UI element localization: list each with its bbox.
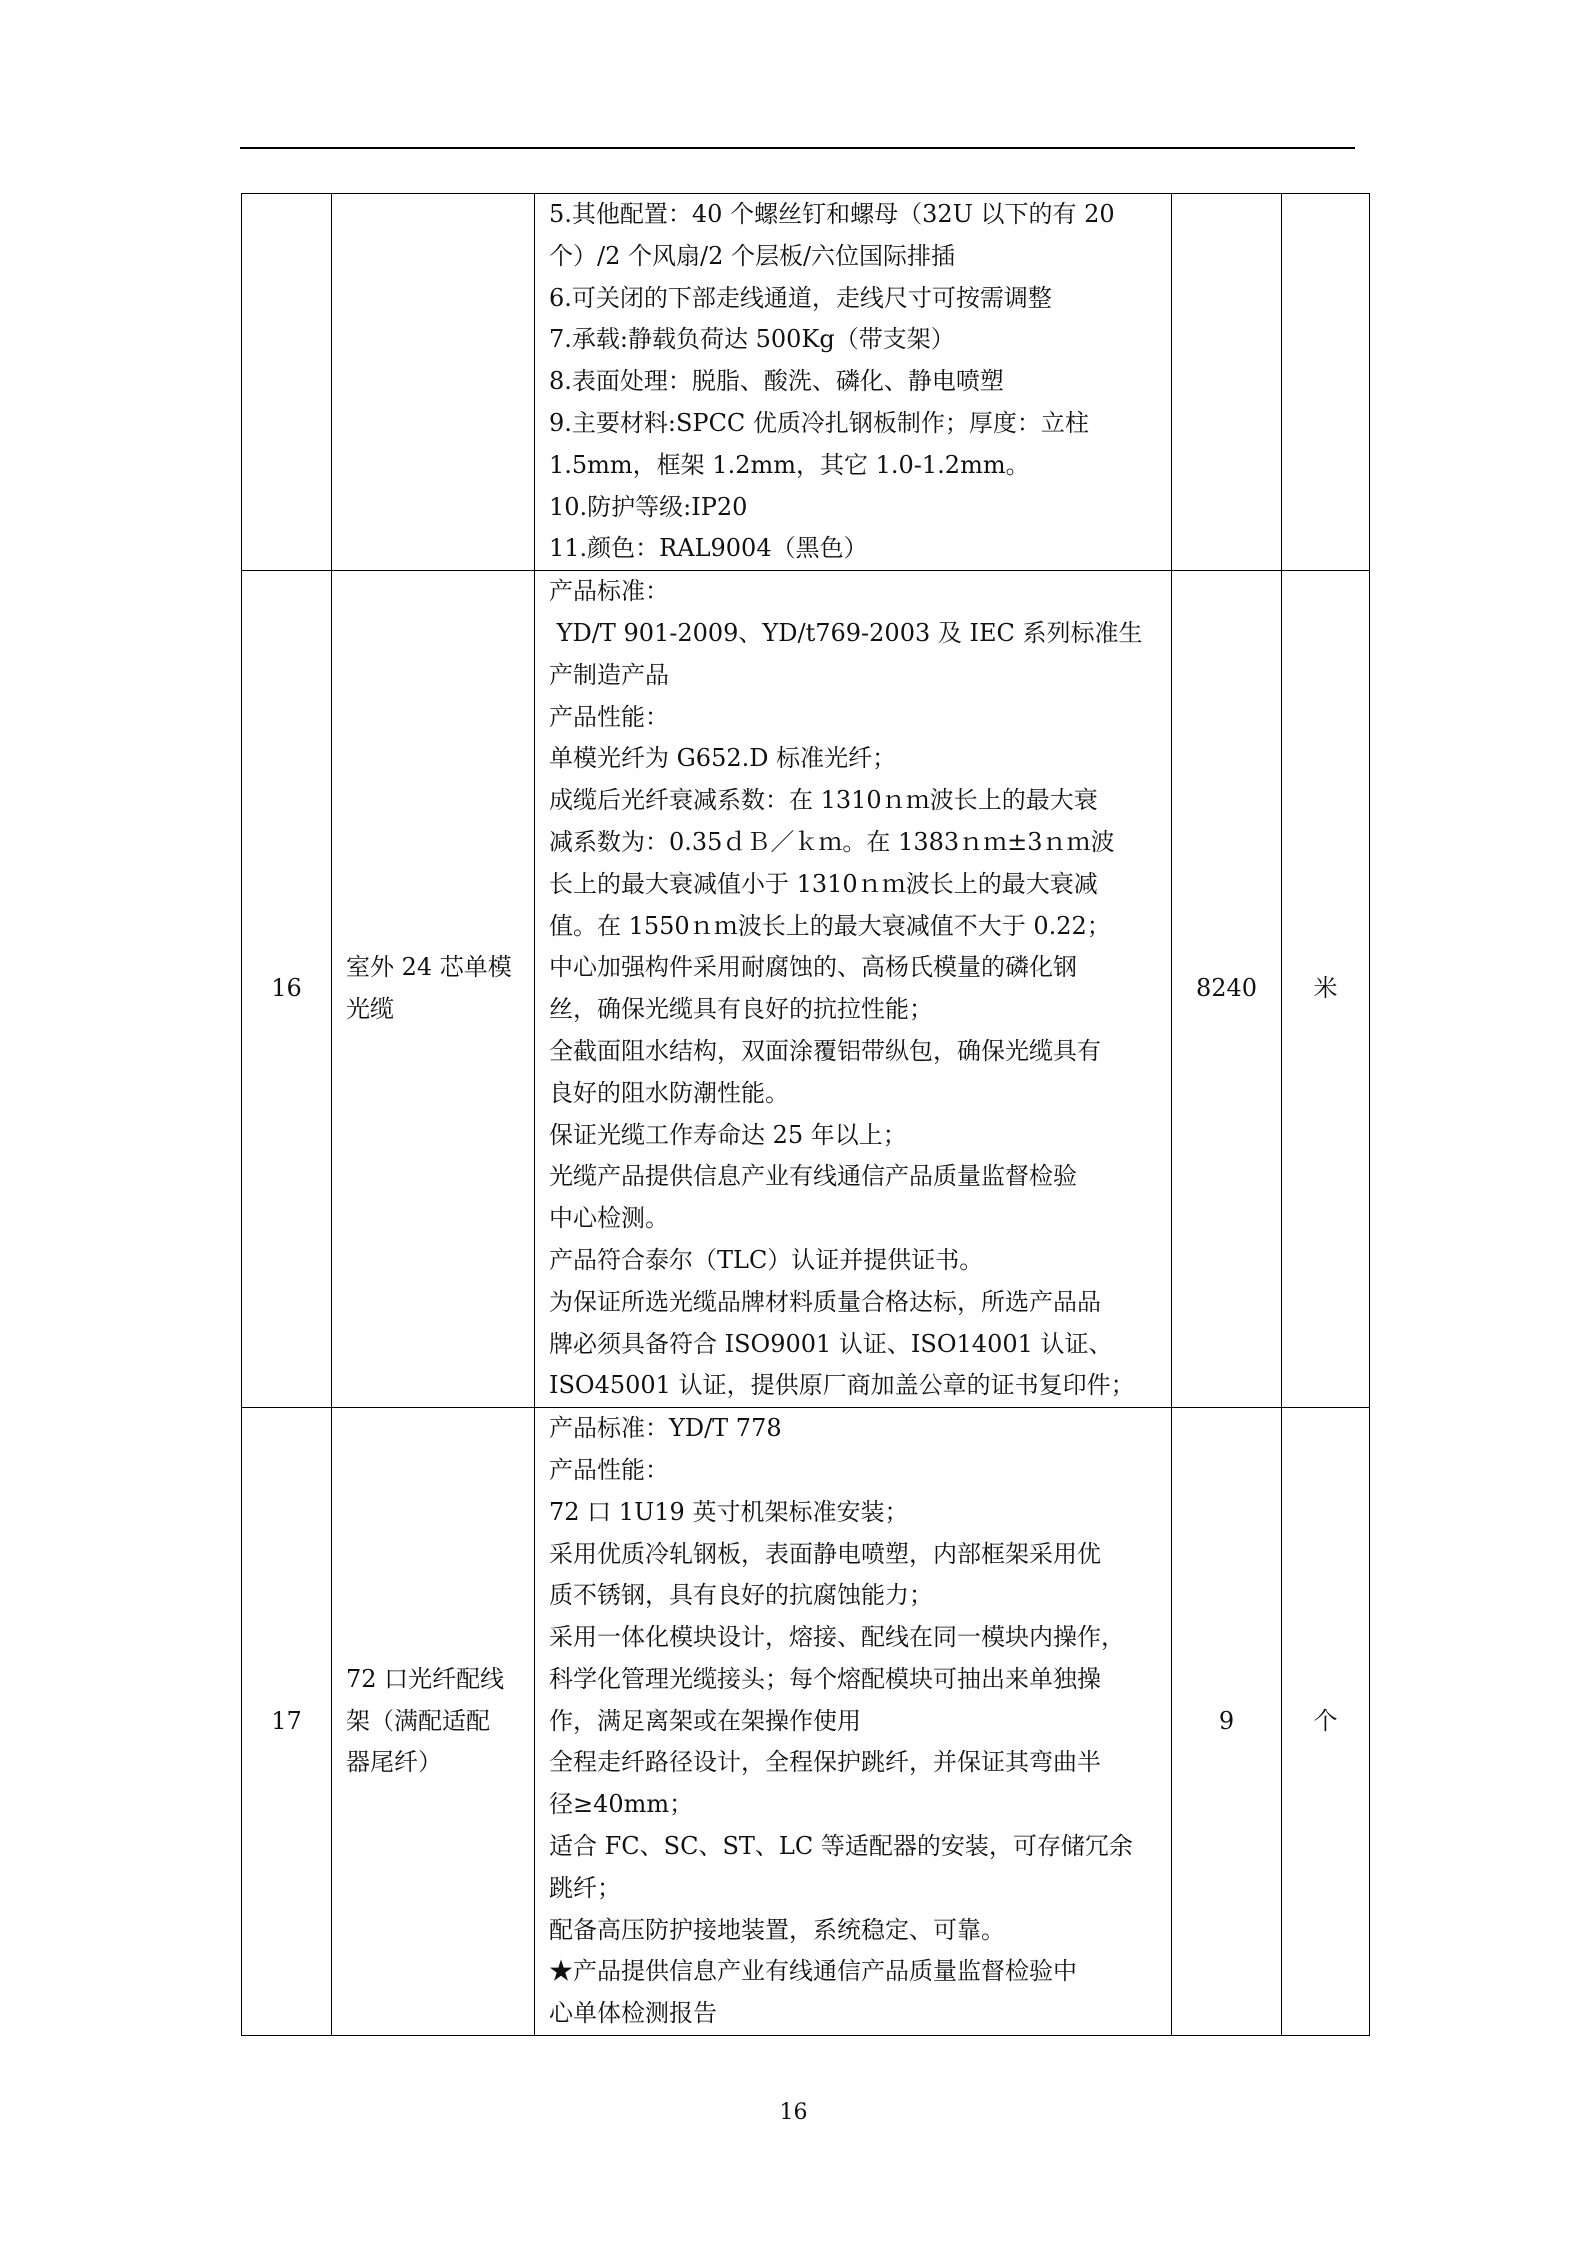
description-line: 产品性能： <box>549 702 669 731</box>
description-line: 中心加强构件采用耐腐蚀的、高杨氏模量的磷化钢 <box>549 953 1077 982</box>
table-row <box>242 571 1370 1408</box>
description-line: ★产品提供信息产业有线通信产品质量监督检验中 <box>549 1957 1077 1986</box>
item-name-line: 架（满配适配 <box>346 1706 490 1735</box>
description-line: 光缆产品提供信息产业有线通信产品质量监督检验 <box>549 1162 1077 1191</box>
description-line: 中心检测。 <box>549 1204 669 1233</box>
description-line: 5.其他配置：40 个螺丝钉和螺母（32U 以下的有 20 <box>549 200 1115 228</box>
item-description <box>535 1408 1172 2036</box>
item-quantity: 8240 <box>1172 571 1282 1408</box>
description-line: 全截面阻水结构，双面涂覆铝带纵包，确保光缆具有 <box>549 1036 1101 1065</box>
description-line: 7.承载:静载负荷达 500Kg（带支架） <box>549 325 955 354</box>
item-name-line: 器尾纤） <box>346 1748 442 1777</box>
description-line: 成缆后光纤衰减系数：在 1310ｎｍ波长上的最大衰 <box>549 786 1098 815</box>
item-description <box>535 194 1172 571</box>
description-line: 值。在 1550ｎｍ波长上的最大衰减值不大于 0.22； <box>549 911 1111 940</box>
item-name-line: 室外 24 芯单模 <box>346 953 512 982</box>
item-quantity: 9 <box>1172 1408 1282 2036</box>
description-line: 单模光纤为 G652.D 标准光纤； <box>549 744 897 773</box>
description-line: 良好的阻水防潮性能。 <box>549 1078 789 1107</box>
spec-table <box>241 193 1370 2036</box>
description-line: 产品符合泰尔（TLC）认证并提供证书。 <box>549 1245 984 1274</box>
description-line: 长上的最大衰减值小于 1310ｎｍ波长上的最大衰减 <box>549 869 1098 898</box>
item-number: 16 <box>242 571 332 1408</box>
item-unit <box>1282 194 1370 571</box>
description-line: ISO45001 认证，提供原厂商加盖公章的证书复印件； <box>549 1371 1135 1400</box>
description-line: 采用优质冷轧钢板，表面静电喷塑，内部框架采用优 <box>549 1539 1101 1568</box>
description-line: 8.表面处理：脱脂、酸洗、磷化、静电喷塑 <box>549 367 1004 396</box>
item-name-line: 72 口光纤配线 <box>346 1664 505 1693</box>
description-line: 产品标准： <box>549 577 669 606</box>
description-line: 为保证所选光缆品牌材料质量合格达标，所选产品品 <box>549 1287 1101 1316</box>
description-line: YD/T 901-2009、YD/t769-2003 及 IEC 系列标准生 <box>549 618 1143 647</box>
page-number: 16 <box>779 2100 808 2125</box>
item-number: 17 <box>242 1408 332 2036</box>
description-line: 配备高压防护接地装置，系统稳定、可靠。 <box>549 1915 1005 1944</box>
description-line: 适合 FC、SC、ST、LC 等适配器的安装，可存储冗余 <box>549 1832 1133 1861</box>
item-quantity <box>1172 194 1282 571</box>
item-name-line: 光缆 <box>346 995 394 1024</box>
description-line: 科学化管理光缆接头；每个熔配模块可抽出来单独操 <box>549 1664 1101 1693</box>
description-line: 11.颜色：RAL9004（黑色） <box>549 534 868 563</box>
item-name <box>332 571 535 1408</box>
description-line: 全程走纤路径设计，全程保护跳纤，并保证其弯曲半 <box>549 1748 1101 1777</box>
description-line: 9.主要材料:SPCC 优质冷扎钢板制作；厚度：立柱 <box>549 408 1089 437</box>
description-line: 作，满足离架或在架操作使用 <box>549 1706 861 1735</box>
description-line: 减系数为：0.35ｄＢ／ｋｍ。在 1383ｎｍ±3ｎｍ波 <box>549 827 1115 856</box>
description-line: 保证光缆工作寿命达 25 年以上； <box>549 1120 907 1149</box>
item-name <box>332 194 535 571</box>
item-name <box>332 1408 535 2036</box>
item-unit: 个 <box>1282 1408 1370 2036</box>
item-description <box>535 571 1172 1408</box>
description-line: 跳纤； <box>549 1873 621 1902</box>
description-line: 产制造产品 <box>549 660 669 689</box>
description-line: 径≥40mm； <box>549 1790 694 1819</box>
description-line: 产品标准：YD/T 778 <box>549 1414 782 1443</box>
table-row <box>242 1408 1370 2036</box>
item-number <box>242 194 332 571</box>
description-line: 个）/2 个风扇/2 个层板/六位国际排插 <box>549 241 956 270</box>
table-row <box>242 194 1370 571</box>
description-line: 1.5mm，框架 1.2mm，其它 1.0-1.2mm。 <box>549 450 1030 479</box>
item-unit: 米 <box>1282 571 1370 1408</box>
description-line: 6.可关闭的下部走线通道，走线尺寸可按需调整 <box>549 283 1052 312</box>
description-line: 产品性能： <box>549 1455 669 1484</box>
description-line: 丝，确保光缆具有良好的抗拉性能； <box>549 995 933 1024</box>
description-line: 72 口 1U19 英寸机架标准安装； <box>549 1497 909 1526</box>
header-rule <box>240 147 1355 149</box>
description-line: 采用一体化模块设计，熔接、配线在同一模块内操作， <box>549 1623 1125 1652</box>
description-line: 牌必须具备符合 ISO9001 认证、ISO14001 认证、 <box>549 1329 1113 1358</box>
description-line: 心单体检测报告 <box>549 1999 717 2028</box>
description-line: 质不锈钢，具有良好的抗腐蚀能力； <box>549 1581 933 1610</box>
description-line: 10.防护等级:IP20 <box>549 492 748 521</box>
